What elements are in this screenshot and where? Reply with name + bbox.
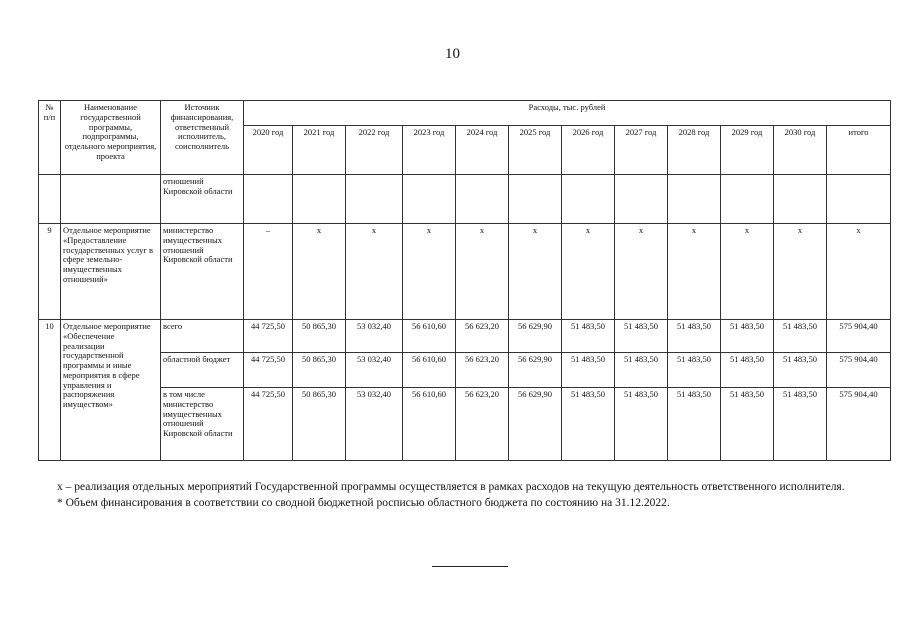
header-year: 2022 год	[346, 126, 403, 175]
cell-value: 51 483,50	[562, 320, 615, 353]
cell-value: 53 032,40	[346, 388, 403, 461]
table-row-10-total	[39, 320, 891, 353]
header-year: 2021 год	[293, 126, 346, 175]
cell-empty	[562, 175, 615, 224]
cell-empty	[774, 175, 827, 224]
cell-value: 50 865,30	[293, 353, 346, 388]
header-year: 2028 год	[668, 126, 721, 175]
cell-value: 51 483,50	[721, 353, 774, 388]
cell-value: 51 483,50	[774, 353, 827, 388]
cell-value: х	[509, 224, 562, 320]
footnote-asterisk: * Объем финансирования в соответствии со сводной бюджетной росписью областного бюджета по состоянию на 31.12.2022.	[57, 497, 670, 510]
cell-empty	[346, 175, 403, 224]
cell-empty	[403, 175, 456, 224]
cell-source: министерство имущественных отношений Кировской области	[161, 224, 244, 320]
cell-value: 56 610,60	[403, 320, 456, 353]
cell-source: отношений Кировской области	[161, 175, 244, 224]
header-year: 2026 год	[562, 126, 615, 175]
cell-value: 56 623,20	[456, 353, 509, 388]
cell-value: х	[562, 224, 615, 320]
cell-empty	[39, 175, 61, 224]
cell-value: х	[346, 224, 403, 320]
table-row-10-regional-budget	[39, 353, 891, 388]
cell-value: х	[774, 224, 827, 320]
cell-empty	[244, 175, 293, 224]
cell-value: 53 032,40	[346, 320, 403, 353]
header-year: итого	[827, 126, 891, 175]
header-year: 2025 год	[509, 126, 562, 175]
cell-value: 51 483,50	[721, 388, 774, 461]
cell-value: 51 483,50	[668, 320, 721, 353]
cell-value: 56 610,60	[403, 353, 456, 388]
cell-value: 56 623,20	[456, 388, 509, 461]
cell-row-num: 10	[39, 320, 61, 461]
closing-line	[432, 566, 508, 567]
cell-value: х	[615, 224, 668, 320]
cell-value: х	[668, 224, 721, 320]
cell-value: 51 483,50	[721, 320, 774, 353]
cell-value: х	[827, 224, 891, 320]
cell-value: 575 904,40	[827, 320, 891, 353]
cell-value: 51 483,50	[615, 388, 668, 461]
table-row-10-ministry	[39, 388, 891, 461]
cell-source: в том числе министерство имущественных отношений Кировской области	[161, 388, 244, 461]
cell-empty	[668, 175, 721, 224]
header-row-top	[39, 101, 891, 126]
cell-empty	[456, 175, 509, 224]
cell-row-num: 9	[39, 224, 61, 320]
table-row-9	[39, 224, 891, 320]
cell-value: 51 483,50	[615, 320, 668, 353]
cell-source: областной бюджет	[161, 353, 244, 388]
cell-value: 56 629,90	[509, 320, 562, 353]
cell-value: х	[456, 224, 509, 320]
cell-value: 575 904,40	[827, 353, 891, 388]
cell-value: 51 483,50	[774, 320, 827, 353]
header-expenses: Расходы, тыс. рублей	[244, 101, 891, 126]
cell-value: 44 725,50	[244, 388, 293, 461]
cell-source: всего	[161, 320, 244, 353]
footnotes	[57, 479, 875, 512]
footnote-x: х – реализация отдельных мероприятий Государственной программы осуществляется в рамках расходов на текущую деятельность ответственного исполнителя.	[57, 481, 845, 493]
cell-value: х	[721, 224, 774, 320]
header-year: 2024 год	[456, 126, 509, 175]
cell-value: 53 032,40	[346, 353, 403, 388]
header-year: 2027 год	[615, 126, 668, 175]
header-year: 2029 год	[721, 126, 774, 175]
cell-value: 50 865,30	[293, 388, 346, 461]
cell-value: 44 725,50	[244, 320, 293, 353]
cell-value: –	[244, 224, 293, 320]
cell-value: 51 483,50	[562, 353, 615, 388]
header-source: Источник финансирования, ответственный исполнитель, соисполнитель	[161, 101, 244, 175]
cell-value: х	[293, 224, 346, 320]
cell-value: 51 483,50	[774, 388, 827, 461]
cell-value: 51 483,50	[668, 388, 721, 461]
cell-value: 51 483,50	[562, 388, 615, 461]
cell-empty	[61, 175, 161, 224]
cell-value: 51 483,50	[668, 353, 721, 388]
header-year: 2023 год	[403, 126, 456, 175]
cell-row-name: Отдельное мероприятие «Предоставление государственных услуг в сфере земельно-имущественных отношений»	[61, 224, 161, 320]
cell-value: 44 725,50	[244, 353, 293, 388]
page-number: 10	[445, 46, 460, 62]
cell-value: х	[403, 224, 456, 320]
header-year: 2020 год	[244, 126, 293, 175]
header-name: Наименование государственной программы, подпрограммы, отдельного мероприятия, проекта	[61, 101, 161, 175]
cell-empty	[721, 175, 774, 224]
cell-value: 575 904,40	[827, 388, 891, 461]
cell-empty	[509, 175, 562, 224]
budget-table	[38, 100, 891, 461]
cell-value: 51 483,50	[615, 353, 668, 388]
cell-empty	[293, 175, 346, 224]
cell-value: 50 865,30	[293, 320, 346, 353]
table-row-continuation	[39, 175, 891, 224]
header-num: № п/п	[39, 101, 61, 175]
cell-row-name: Отдельное мероприятие «Обеспечение реализации государственной программы и иные мероприятия в сфере управления и распоряжения имуществом»	[61, 320, 161, 461]
cell-empty	[615, 175, 668, 224]
header-year: 2030 год	[774, 126, 827, 175]
cell-value: 56 629,90	[509, 388, 562, 461]
cell-empty	[827, 175, 891, 224]
cell-value: 56 629,90	[509, 353, 562, 388]
cell-value: 56 610,60	[403, 388, 456, 461]
cell-value: 56 623,20	[456, 320, 509, 353]
